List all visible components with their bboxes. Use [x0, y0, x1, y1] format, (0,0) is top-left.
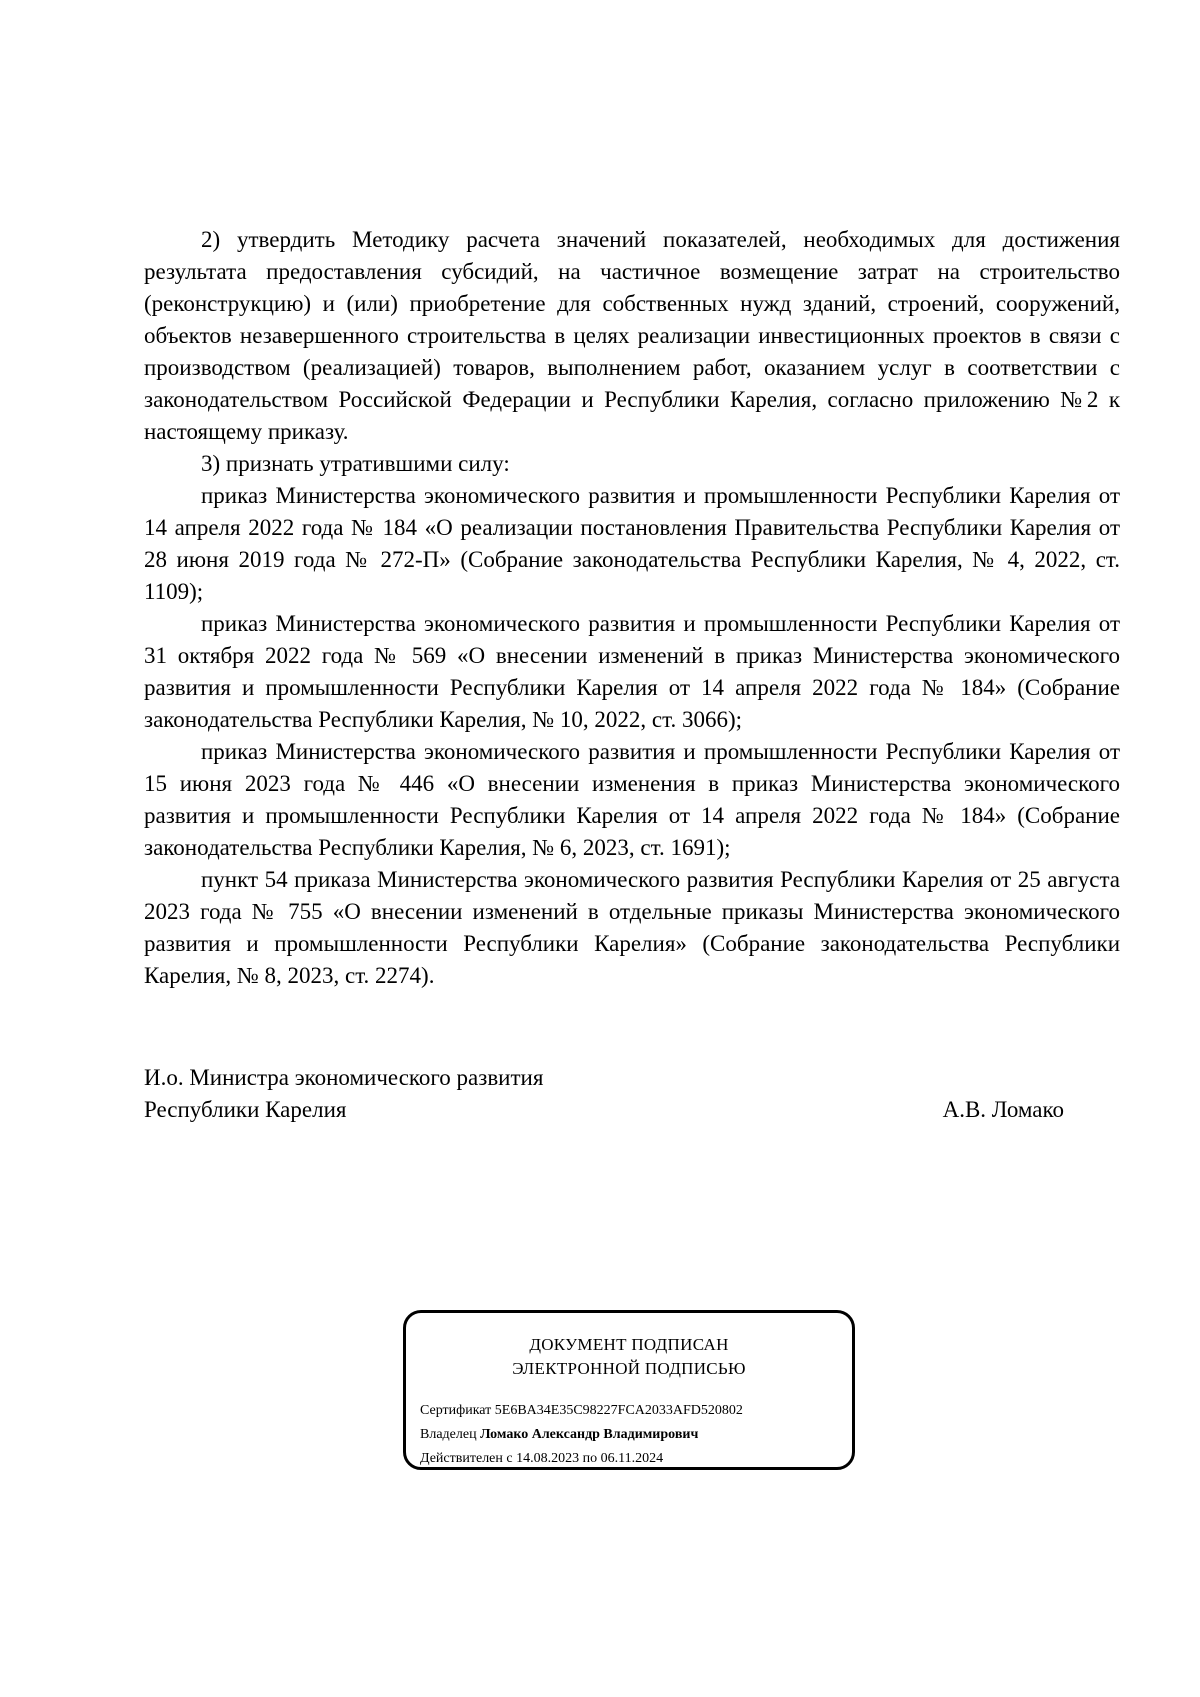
- stamp-title-line2: ЭЛЕКТРОННОЙ ПОДПИСЬЮ: [512, 1359, 746, 1378]
- valid-label: Действителен: [420, 1451, 503, 1466]
- certificate-value: 5E6BA34E35C98227FCA2033AFD520802: [494, 1403, 743, 1418]
- valid-from-date: 14.08.2023: [516, 1451, 580, 1466]
- stamp-details: [420, 1399, 852, 1471]
- signature-line: [144, 1094, 1064, 1126]
- stamp-owner-row: [420, 1423, 852, 1447]
- valid-to-date: 06.11.2024: [600, 1451, 664, 1466]
- paragraph-repealed-order-569: приказ Министерства экономического развития и промышленности Республики Карелия от 31 октября 2022 года № 569 «О внесении изменений в приказ Министерства экономического развития и промышленности Республики Карелия от 14 апреля 2022 года № 184» (Собрание законодательства Республики Карелия, № 10, 2022, ст. 3066);: [144, 611, 1120, 732]
- stamp-certificate-row: [420, 1399, 852, 1423]
- signatory-name: А.В. Ломако: [942, 1097, 1064, 1122]
- stamp-title: [406, 1333, 852, 1381]
- paragraph-repealed-clause-54: пункт 54 приказа Министерства экономического развития Республики Карелия от 25 августа 2023 года № 755 «О внесении изменений в отдельные приказы Министерства экономического развития и промышленности Республики Карелия» (Собрание законодательства Республики Карелия, № 8, 2023, ст. 2274).: [144, 867, 1120, 988]
- stamp-title-line1: ДОКУМЕНТ ПОДПИСАН: [529, 1335, 729, 1354]
- document-body: [144, 224, 1120, 992]
- valid-from-prefix: с: [506, 1451, 513, 1466]
- electronic-signature-stamp: [403, 1310, 855, 1470]
- signature-block: [144, 1062, 1064, 1126]
- owner-value: Ломако Александр Владимирович: [480, 1427, 699, 1442]
- signatory-position-line1: И.о. Министра экономического развития: [144, 1065, 544, 1090]
- paragraph-repeal-heading: 3) признать утратившими силу:: [201, 451, 510, 476]
- stamp-validity-row: [420, 1447, 852, 1471]
- paragraph-repealed-order-184: приказ Министерства экономического развития и промышленности Республики Карелия от 14 апреля 2022 года № 184 «О реализации постановления Правительства Республики Карелия от 28 июня 2019 года № 272-П» (Собрание законодательства Республики Карелия, № 4, 2022, ст. 1109);: [144, 483, 1120, 604]
- owner-label: Владелец: [420, 1427, 477, 1442]
- paragraph-repealed-order-446: приказ Министерства экономического развития и промышленности Республики Карелия от 15 июня 2023 года № 446 «О внесении изменения в приказ Министерства экономического развития и промышленности Республики Карелия от 14 апреля 2022 года № 184» (Собрание законодательства Республики Карелия, № 6, 2023, ст. 1691);: [144, 739, 1120, 860]
- valid-to-prefix: по: [582, 1451, 598, 1466]
- signatory-position-line2: Республики Карелия: [144, 1097, 347, 1122]
- paragraph-approve-methodology: 2) утвердить Методику расчета значений показателей, необходимых для достижения результата предоставления субсидий, на частичное возмещение затрат на строительство (реконструкцию) и (или) приобретение для собственных нужд зданий, строений, сооружений, объектов незавершенного строительства в целях реализации инвестиционных проектов в связи с производством (реализацией) товаров, выполнением работ, оказанием услуг в соответствии с законодательством Российской Федерации и Республики Карелия, согласно приложению №2 к настоящему приказу.: [144, 227, 1120, 444]
- certificate-label: Сертификат: [420, 1403, 492, 1418]
